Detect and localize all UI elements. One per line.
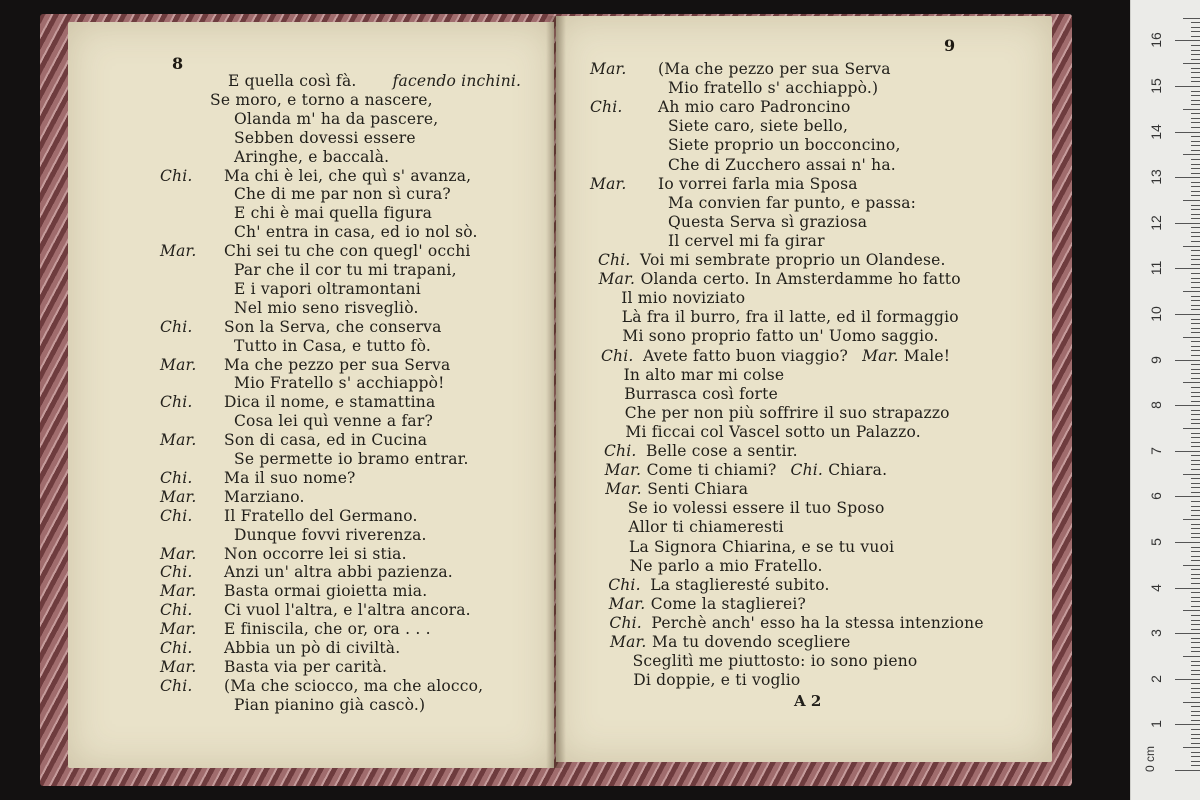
speaker-label: Chi. [160,468,193,487]
ruler-tick [1191,168,1200,169]
ruler-tick [1183,747,1200,748]
ruler-tick [1191,54,1200,55]
ruler-tick [1191,136,1200,137]
ruler-tick [1191,232,1200,233]
ruler-tick [1191,711,1200,712]
left-page [68,22,554,768]
verse-line: Ma convien far punto, e passa: [668,193,917,212]
verse-line: Siete caro, siete bello, [668,117,849,136]
ruler-tick [1175,177,1200,178]
ruler-tick [1191,455,1200,456]
verse-line: Anzi un' altra abbi pazienza. [224,563,453,582]
ruler-tick [1191,145,1200,146]
ruler-tick [1183,154,1200,155]
verse-line: In alto mar mi colse [623,365,785,384]
verse-line: Burrasca così forte [624,384,778,403]
ruler-tick [1191,236,1200,237]
ruler-tick [1191,551,1200,552]
ruler-tick [1191,68,1200,69]
ruler-tick [1191,738,1200,739]
verse-line: Perchè anch' esso ha la stessa intenzione [651,613,984,632]
ruler-tick [1191,300,1200,301]
verse-line: Il cervel mi fa girar [668,231,825,250]
ruler-tick [1191,255,1200,256]
speaker-label: Chi. [608,575,641,594]
verse-line: La staglieresté subito. [650,575,830,594]
speaker-label: Mar. [598,270,636,289]
ruler-tick [1183,519,1200,520]
verse-line: Voi mi sembrate proprio un Olandese. [640,251,946,269]
measuring-ruler [1130,0,1200,800]
verse-line: Che di Zucchero assai n' ha. [668,155,896,174]
speaker-label: Mar. [160,487,197,506]
ruler-tick [1175,360,1200,361]
ruler-tick [1191,683,1200,684]
ruler-tick [1191,578,1200,579]
verse-line: Di doppie, e ti voglio [633,671,801,690]
ruler-number: 14 [1148,123,1164,140]
speaker-label: Chi. [160,506,193,525]
stage-direction: facendo inchini. [392,72,522,90]
ruler-tick [1191,186,1200,187]
ruler-tick [1191,592,1200,593]
ruler-tick [1183,656,1200,657]
ruler-tick [1191,670,1200,671]
ruler-tick [1191,205,1200,206]
ruler-tick [1191,437,1200,438]
ruler-tick [1191,638,1200,639]
ruler-tick [1191,697,1200,698]
ruler-tick [1183,63,1200,64]
ruler-tick [1191,647,1200,648]
verse-line: Dunque fovvi riverenza. [234,525,427,544]
verse-line: Come ti chiami? Chi. Chiara. [646,461,888,480]
ruler-tick [1191,396,1200,397]
ruler-tick [1175,40,1200,41]
ruler-tick [1191,259,1200,260]
ruler-tick [1191,273,1200,274]
verse-line: Mi ficcai col Vascel sotto un Palazzo. [625,422,921,441]
ruler-tick [1191,104,1200,105]
verse-line: Ma tu dovendo scegliere [652,633,851,651]
verse-line: Che di me par non sì cura? [234,185,451,204]
ruler-tick [1183,200,1200,201]
ruler-tick [1191,651,1200,652]
ruler-tick [1191,601,1200,602]
ruler-tick [1191,483,1200,484]
ruler-tick [1191,510,1200,511]
ruler-tick [1191,492,1200,493]
verse-line: Cosa lei quì venne a far? [234,412,433,431]
right-page [556,16,1052,762]
verse-line: Aringhe, e baccalà. [234,147,390,166]
ruler-tick [1191,460,1200,461]
ruler-tick [1191,665,1200,666]
ruler-number: 5 [1148,538,1164,546]
ruler-tick [1191,487,1200,488]
ruler-tick [1191,537,1200,538]
ruler-number: 1 [1148,720,1164,729]
ruler-tick [1191,629,1200,630]
speaker-label: Chi. [160,639,193,657]
ruler-tick [1191,45,1200,46]
ruler-tick [1191,182,1200,183]
verse-line: Mio fratello s' acchiappò.) [668,79,879,98]
ruler-tick [1191,369,1200,370]
ruler-number: 6 [1148,492,1164,501]
ruler-tick [1191,323,1200,324]
ruler-tick [1183,565,1200,566]
ruler-tick [1183,109,1200,110]
verse-line: Se permette io bramo entrar. [234,450,469,468]
verse-line: Marziano. [224,487,305,506]
ruler-tick [1183,702,1200,703]
speaker-label: Chi. [590,98,623,117]
ruler-tick [1191,31,1200,32]
ruler-tick [1191,624,1200,625]
ruler-tick [1191,227,1200,228]
ruler-number: 2 [1148,674,1164,683]
verse-line: Abbia un pò di civiltà. [224,639,401,657]
verse-line-part: Male! [903,346,951,365]
ruler-tick [1191,556,1200,557]
verse-line: Che per non più soffrire il suo strapazzo [624,403,950,422]
ruler-tick [1191,688,1200,689]
ruler-tick [1175,496,1200,497]
speaker-label: Chi. [160,166,193,185]
speaker-label: Chi. [604,442,637,460]
ruler-tick [1191,378,1200,379]
speaker-label: Mar. [862,346,904,365]
verse-line: Mio Fratello s' acchiappò! [234,374,445,393]
ruler-tick [1191,533,1200,534]
speaker-label: Chi. [160,393,193,412]
ruler-tick [1183,291,1200,292]
speaker-label: Mar. [160,657,197,676]
ruler-tick [1191,150,1200,151]
ruler-number: 9 [1148,355,1164,364]
ruler-tick [1191,423,1200,424]
verse-line: (Ma che pezzo per sua Serva [658,60,891,78]
verse-line: Questa Serva sì graziosa [668,212,868,231]
ruler-tick [1191,756,1200,757]
verse-line: Basta ormai gioietta mia. [224,582,428,601]
ruler-tick [1191,195,1200,196]
ruler-tick [1191,77,1200,78]
verse-line: Allor ti chiameresti [628,518,784,537]
speaker-label: Mar. [590,174,627,193]
ruler-tick [1191,50,1200,51]
verse-line: E chi è mai quella figura [234,204,433,223]
ruler-tick [1191,414,1200,415]
ruler-tick [1191,528,1200,529]
verse-line: Ci vuol l'altra, e l'altra ancora. [224,601,471,620]
ruler-tick [1191,506,1200,507]
ruler-tick [1191,706,1200,707]
verse-line: Basta via per carità. [224,657,388,676]
ruler-tick [1191,387,1200,388]
speaker-label: Mar. [604,461,642,480]
ruler-tick [1191,59,1200,60]
speaker-label: Mar. [160,355,197,374]
ruler-unit-label: 0 cm [1143,745,1158,773]
verse-line: Avete fatto buon viaggio? Mar. Male! [643,346,951,365]
speaker-label: Chi. [609,613,642,632]
speaker-label: Mar. [610,633,647,651]
ruler-tick [1175,542,1200,543]
ruler-number: 13 [1148,169,1164,185]
ruler-tick [1175,633,1200,634]
speaker-label: Chi. [160,676,193,695]
verse-line: Nel mio seno risvegliò. [234,298,419,317]
ruler-tick [1191,442,1200,443]
ruler-tick [1191,209,1200,210]
signature-mark: A 2 [794,692,822,710]
ruler-tick [1191,364,1200,365]
ruler-tick [1175,314,1200,315]
verse-line: E finiscila, che or, ora . . . [224,620,431,639]
ruler-tick [1191,524,1200,525]
verse-line: Ma che pezzo per sua Serva [224,355,451,374]
ruler-tick [1183,246,1200,247]
ruler-tick [1191,761,1200,762]
ruler-tick [1191,287,1200,288]
verse-line: Senti Chiara [647,480,749,499]
ruler-tick [1191,296,1200,297]
book-gutter [546,16,566,768]
ruler-tick [1191,674,1200,675]
ruler-tick [1191,355,1200,356]
ruler-tick [1191,464,1200,465]
speaker-label: Chi. [601,346,634,365]
verse-line: Belle cose a sentir. [646,442,798,460]
ruler-tick [1191,620,1200,621]
ruler-number: 11 [1148,261,1164,276]
ruler-tick [1191,341,1200,342]
ruler-tick [1191,250,1200,251]
ruler-tick [1191,332,1200,333]
ruler-tick [1191,478,1200,479]
ruler-tick [1191,569,1200,570]
verse-line: Se moro, e torno a nascere, [210,90,433,109]
ruler-tick [1175,86,1200,87]
ruler-tick [1175,588,1200,589]
ruler-tick [1191,319,1200,320]
speaker-label: Chi. [598,251,631,269]
page-number: 8 [172,54,184,73]
speaker-label: Mar. [160,582,197,601]
ruler-tick [1191,191,1200,192]
ruler-tick [1191,278,1200,279]
ruler-tick [1191,127,1200,128]
ruler-number: 10 [1148,306,1164,322]
verse-line: Ma il suo nome? [224,468,356,487]
verse-line: Tutto in Casa, e tutto fò. [234,336,432,355]
ruler-tick [1191,214,1200,215]
ruler-number: 16 [1148,32,1164,49]
verse-line: Ah mio caro Padroncino [658,98,851,117]
ruler-tick [1191,241,1200,242]
ruler-tick [1191,433,1200,434]
ruler-tick [1191,118,1200,119]
ruler-tick [1191,615,1200,616]
ruler-tick [1191,515,1200,516]
ruler-tick [1191,692,1200,693]
verse-line: Il mio noviziato [621,289,746,308]
ruler-tick [1191,597,1200,598]
ruler-tick [1191,173,1200,174]
ruler-tick [1191,350,1200,351]
verse-line: Chi sei tu che con quegl' occhi [224,242,471,261]
ruler-tick [1191,91,1200,92]
ruler-tick [1175,132,1200,133]
page-number: 9 [944,36,956,55]
ruler-tick [1191,22,1200,23]
ruler-tick [1191,729,1200,730]
verse-line: Son la Serva, che conserva [224,317,442,336]
ruler-tick [1191,606,1200,607]
verse-line: Ch' entra in casa, ed io nol sò. [234,223,478,242]
ruler-tick [1191,373,1200,374]
ruler-tick [1191,305,1200,306]
ruler-tick [1191,661,1200,662]
verse-line: E quella così fà. facendo inchini. [228,72,522,90]
ruler-number: 8 [1148,401,1164,410]
ruler-tick [1191,446,1200,447]
ruler-tick [1191,36,1200,37]
ruler-tick [1191,141,1200,142]
ruler-tick [1183,610,1200,611]
speaker-label: Chi. [160,563,193,582]
verse-line: Olanda m' ha da pascere, [234,109,439,128]
verse-line: (Ma che sciocco, ma che alocco, [224,676,484,695]
ruler-tick [1175,451,1200,452]
verse-line: Il Fratello del Germano. [224,506,418,525]
verse-line: Io vorrei farla mia Sposa [658,174,858,193]
ruler-tick [1191,401,1200,402]
ruler-tick [1183,474,1200,475]
ruler-tick [1191,720,1200,721]
ruler-tick [1191,547,1200,548]
ruler-number: 12 [1148,215,1164,231]
verse-line: Son di casa, ed in Cucina [224,431,428,450]
ruler-number: 3 [1148,629,1164,638]
verse-line: Ne parlo a mio Fratello. [629,556,823,575]
ruler-tick [1175,405,1200,406]
ruler-tick [1191,264,1200,265]
ruler-tick [1183,382,1200,383]
ruler-tick [1191,113,1200,114]
speaker-label: Mar. [605,480,642,499]
verse-line: Ma chi è lei, che quì s' avanza, [224,166,472,185]
verse-line: Mi sono proprio fatto un' Uomo saggio. [622,327,939,346]
ruler-tick [1191,583,1200,584]
ruler-tick [1175,724,1200,725]
ruler-tick [1191,346,1200,347]
ruler-tick [1191,72,1200,73]
ruler-number: 7 [1148,446,1164,455]
ruler-tick [1183,428,1200,429]
verse-line-part: Chiara. [828,461,888,480]
ruler-tick [1191,27,1200,28]
ruler-tick [1191,734,1200,735]
verse-line: Siete proprio un bocconcino, [668,136,901,155]
ruler-tick [1191,419,1200,420]
ruler-tick [1191,159,1200,160]
ruler-tick [1175,679,1200,680]
verse-line: Olanda certo. In Amsterdamme ho fatto [640,270,961,289]
ruler-tick [1191,715,1200,716]
ruler-tick [1191,765,1200,766]
ruler-number: 15 [1148,78,1164,94]
ruler-tick [1191,81,1200,82]
ruler-tick [1191,469,1200,470]
ruler-tick [1183,337,1200,338]
ruler-number: 4 [1148,583,1164,592]
ruler-tick [1191,95,1200,96]
ruler-tick [1191,642,1200,643]
ruler-tick [1191,122,1200,123]
verse-line: Sebben dovessi essere [234,128,416,147]
speaker-label: Mar. [590,60,627,78]
speaker-label: Mar. [160,620,197,639]
ruler-tick [1183,18,1200,19]
verse-line: Par che il cor tu mi trapani, [234,261,457,279]
verse-line: Non occorre lei si stia. [224,544,407,563]
ruler-tick [1191,501,1200,502]
speaker-label: Chi. [790,461,829,480]
ruler-tick [1191,309,1200,310]
ruler-tick [1175,268,1200,269]
verse-line: Se io volessi essere il tuo Sposo [627,499,885,518]
verse-line: Sceglitì me piuttosto: io sono pieno [632,652,918,671]
verse-line: Pian pianino già cascò.) [234,695,426,714]
speaker-label: Mar. [160,544,197,563]
ruler-tick [1191,100,1200,101]
ruler-tick [1175,223,1200,224]
ruler-tick [1191,574,1200,575]
ruler-tick [1191,560,1200,561]
verse-line: Come la staglierei? [650,594,806,613]
ruler-tick [1191,282,1200,283]
ruler-tick [1191,164,1200,165]
verse-line: La Signora Chiarina, e se tu vuoi [629,537,895,556]
speaker-label: Mar. [160,431,197,450]
ruler-tick [1175,770,1200,771]
ruler-tick [1191,328,1200,329]
ruler-tick [1191,752,1200,753]
ruler-tick [1191,743,1200,744]
verse-line: E i vapori oltramontani [234,279,421,298]
verse-line: Dica il nome, e stamattina [224,393,436,412]
verse-line: Là fra il burro, fra il latte, ed il formaggio [621,308,959,327]
ruler-tick [1191,218,1200,219]
speaker-label: Mar. [608,594,646,613]
speaker-label: Chi. [160,601,193,620]
ruler-tick [1191,410,1200,411]
speaker-label: Mar. [160,242,197,261]
speaker-label: Chi. [160,317,193,336]
ruler-tick [1191,392,1200,393]
